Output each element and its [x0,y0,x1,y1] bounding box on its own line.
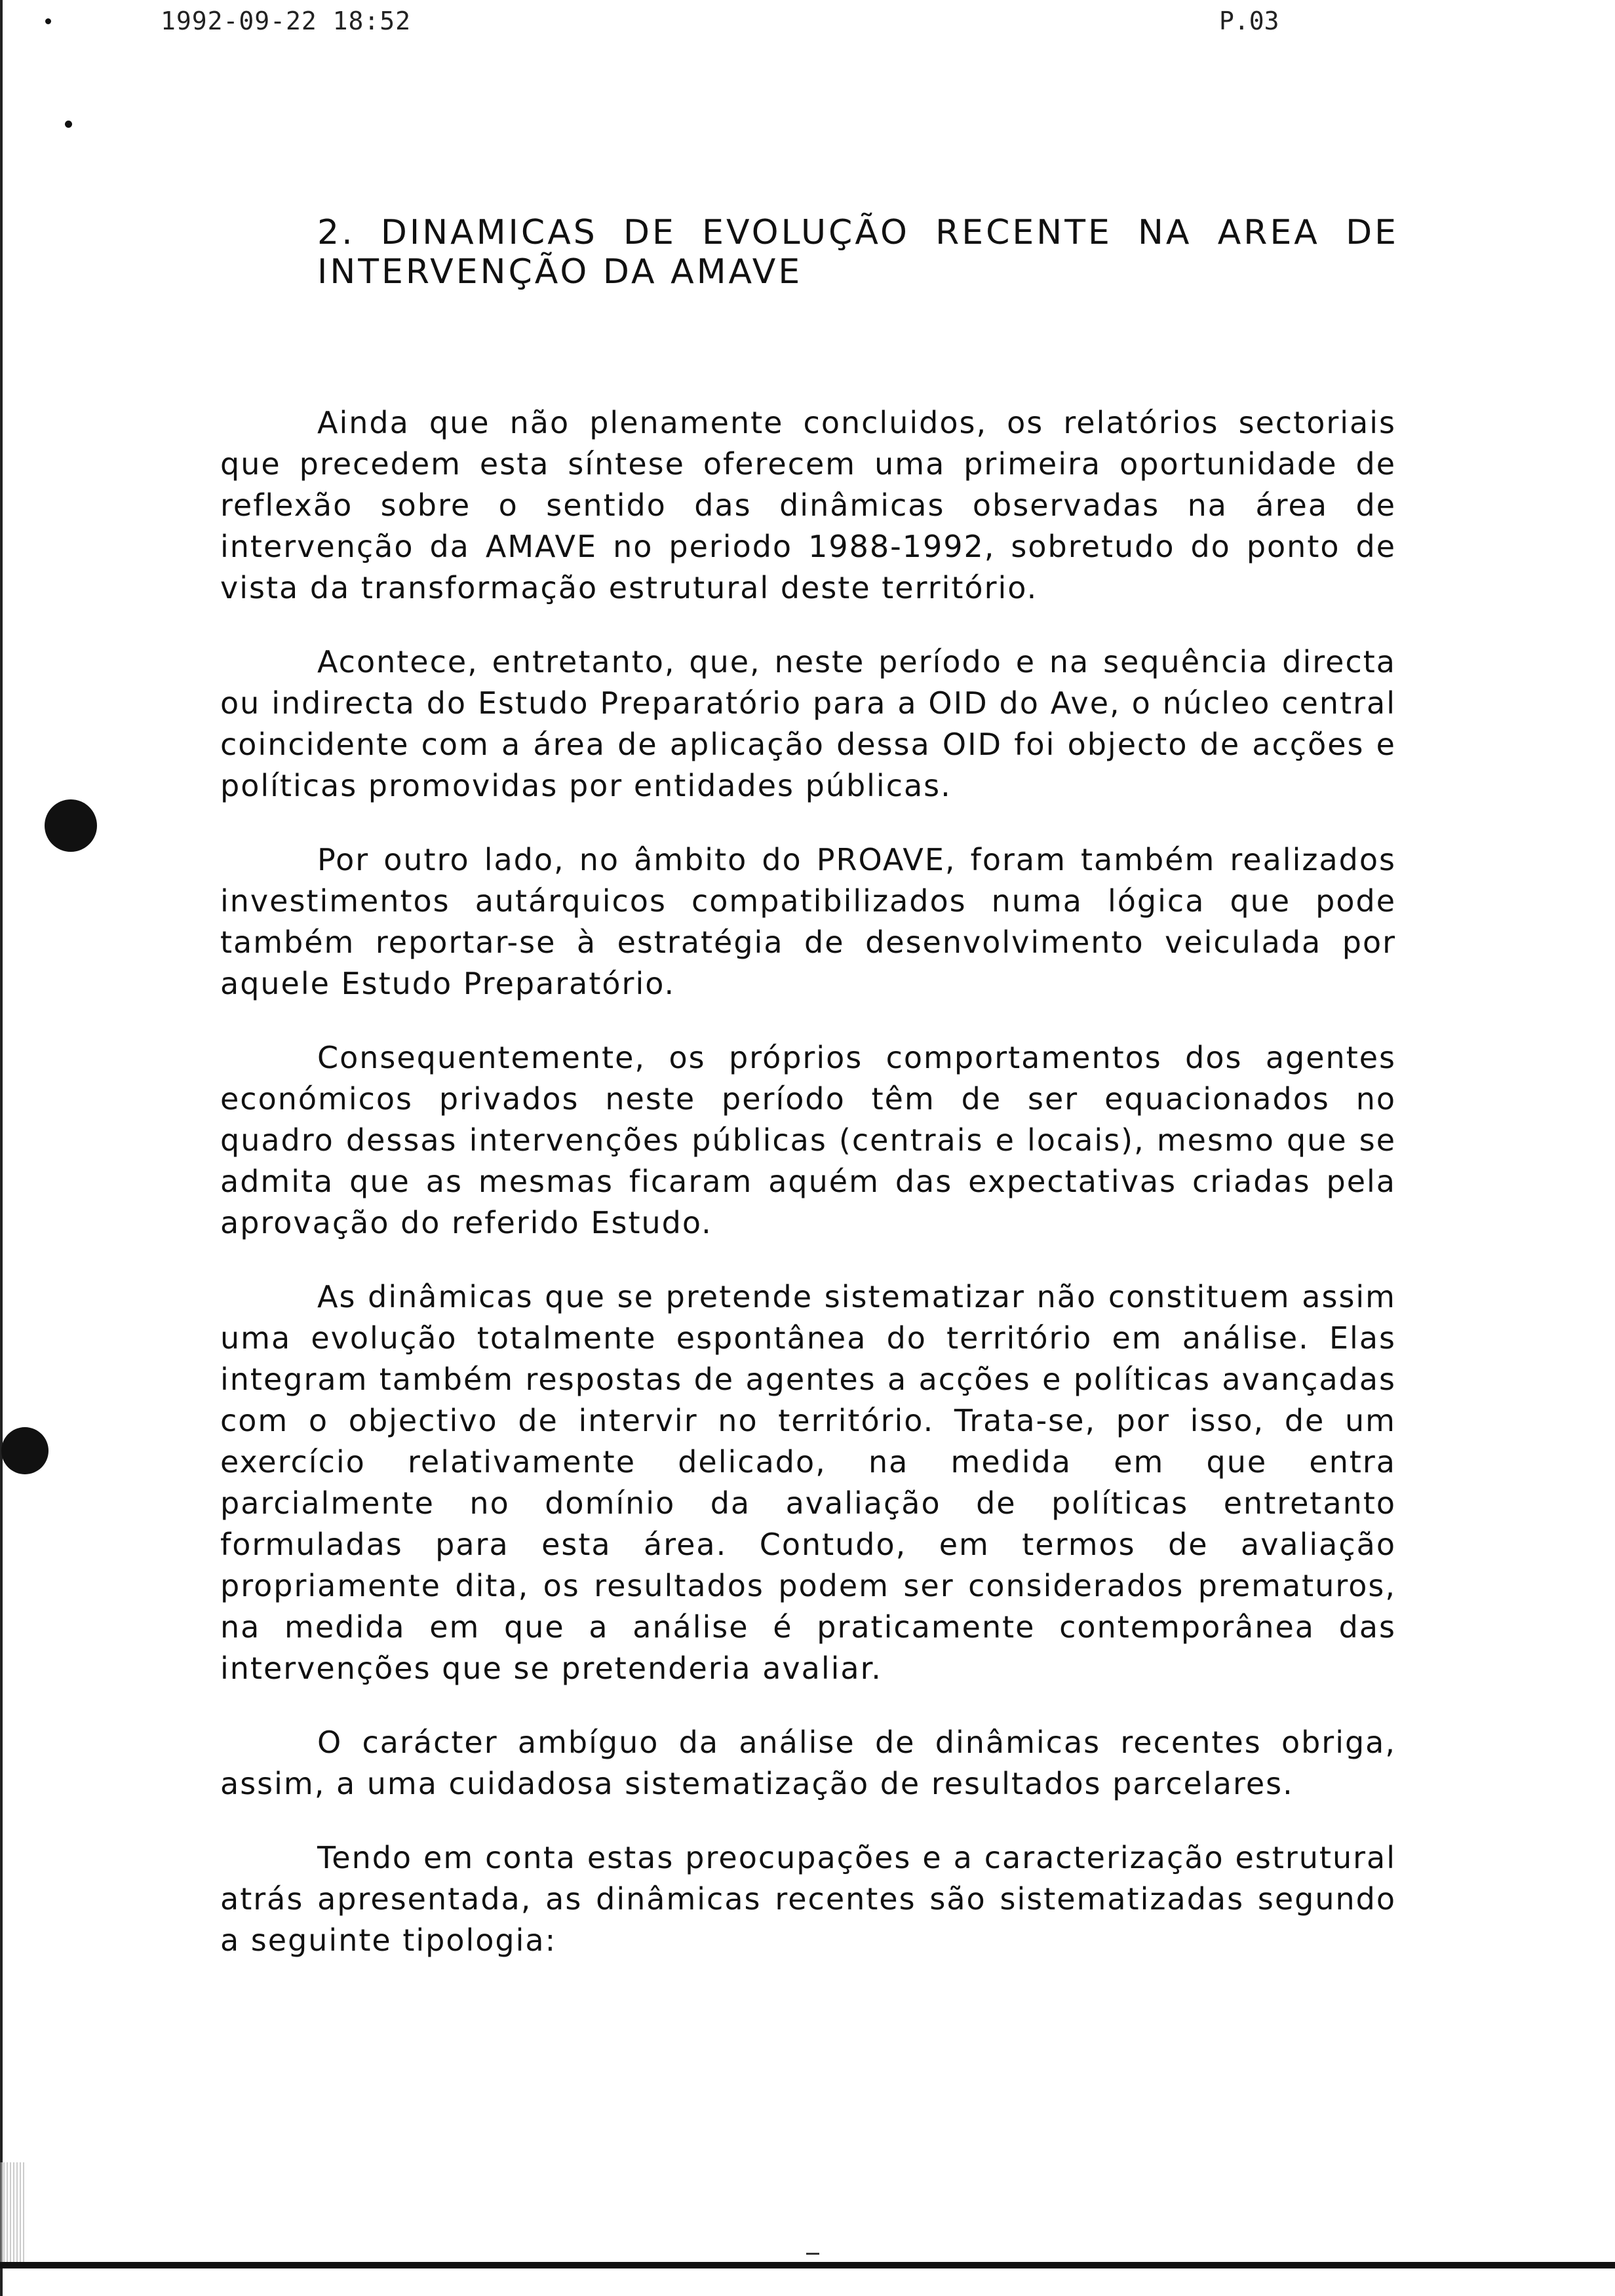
punch-mark-top-2 [65,121,72,128]
paragraph: O carácter ambíguo da análise de dinâmicas recentes obriga, assim, a uma cuidadosa sistematização de resultados parcelares. [220,1725,1396,1801]
section-title: 2. DINAMICAS DE EVOLUÇÃO RECENTE NA AREA DE INTERVENÇÃO DA AMAVE [317,213,1399,292]
punch-mark-top-1 [45,18,51,24]
punch-hole-2 [1,1427,49,1474]
paragraph: Acontece, entretanto, que, neste período e na sequência directa ou indirecta do Estudo Preparatório para a OID do Ave, o núcleo central coincidente com a área de aplicação dessa OID foi objecto de acções e políticas promovidas por entidades públicas. [220,644,1396,803]
punch-hole-1 [45,799,97,852]
fax-header [0,4,1615,37]
scan-noise [0,2162,26,2267]
fax-page-number: P.03 [1219,7,1279,35]
paragraph: Consequentemente, os próprios comportamentos dos agentes económicos privados neste período têm de ser equacionados no quadro dessas intervenções públicas (centrais e locais), mesmo que se admita que as mesmas ficaram aquém das expectativas criadas pela aprovação do referido Estudo. [220,1040,1396,1240]
page-left-edge [0,0,3,2296]
paragraph: Ainda que não plenamente concluidos, os relatórios sectoriais que precedem esta síntese oferecem uma primeira oportunidade de reflexão sobre o sentido das dinâmicas observadas na área de intervenção da AMAVE no periodo 1988-1992, sobretudo do ponto de vista da transformação estrutural deste território. [220,405,1396,605]
body-text [220,402,1396,1994]
paragraph: As dinâmicas que se pretende sistematizar não constituem assim uma evolução totalmente espontânea do território em análise. Elas integram também respostas de agentes a acções e políticas avançadas com o objectivo de intervir no território. Trata-se, por isso, de um exercício relativamente delicado, na medida em que entra parcialmente no domínio da avaliação de políticas entretanto formuladas para esta área. Contudo, em termos de avaliação propriamente dita, os resultados podem ser considerados prematuros, na medida em que a análise é praticamente contemporânea das intervenções que se pretenderia avaliar. [220,1279,1396,1686]
page-bottom-edge [0,2262,1615,2268]
paragraph: Tendo em conta estas preocupações e a caracterização estrutural atrás apresentada, as dinâmicas recentes são sistematizadas segundo a seguinte tipologia: [220,1840,1396,1958]
footer-mark [806,2253,819,2255]
fax-timestamp: 1992-09-22 18:52 [161,7,412,35]
paragraph: Por outro lado, no âmbito do PROAVE, foram também realizados investimentos autárquicos compatibilizados numa lógica que pode também reportar-se à estratégia de desenvolvimento veiculada por aquele Estudo Preparatório. [220,842,1396,1001]
